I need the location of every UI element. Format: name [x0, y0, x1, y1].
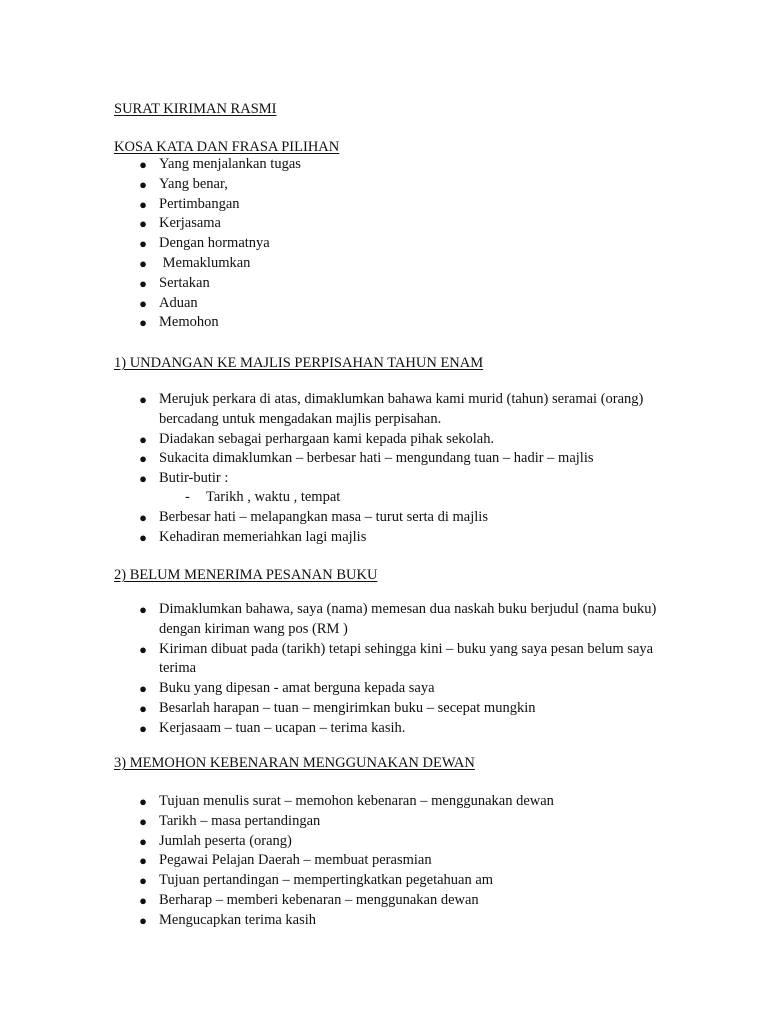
list-item — [138, 294, 678, 314]
bullet-icon: ● — [139, 295, 147, 311]
list-item-text: Yang menjalankan tugas — [159, 156, 301, 172]
list-item — [138, 600, 678, 640]
list-item — [138, 640, 678, 680]
list-item — [138, 234, 678, 254]
bullet-icon: ● — [139, 602, 147, 617]
list-item-text: Kehadiran memeriahkan lagi majlis — [159, 528, 367, 545]
vocab-heading: KOSA KATA DAN FRASA PILIHAN — [114, 139, 340, 155]
list-item — [138, 430, 678, 450]
bullet-icon: ● — [139, 176, 147, 192]
section2-heading: 2) BELUM MENERIMA PESANAN BUKU — [114, 567, 378, 583]
list-item — [138, 891, 678, 911]
bullet-icon: ● — [139, 681, 147, 697]
bullet-icon: ● — [139, 700, 147, 716]
bullet-icon: ● — [139, 853, 147, 869]
list-item — [138, 449, 678, 469]
list-item — [138, 871, 678, 891]
bullet-icon: ● — [139, 451, 147, 467]
list-item — [138, 313, 678, 333]
list-item-text: Pertimbangan — [159, 195, 240, 212]
vocab-list — [138, 155, 678, 333]
section1-heading: 1) UNDANGAN KE MAJLIS PERPISAHAN TAHUN ENAM — [114, 355, 484, 371]
list-item — [138, 832, 678, 852]
list-item — [138, 792, 678, 812]
list-item-text: Besarlah harapan – tuan – mengirimkan buku – secepat mungkin — [159, 699, 536, 716]
list-item — [138, 195, 678, 215]
bullet-icon: ● — [139, 510, 147, 525]
list-item-text: Memaklumkan — [159, 254, 251, 271]
list-item — [138, 390, 678, 430]
section1-list-continued — [138, 508, 678, 548]
list-item-text: Butir-butir : — [159, 470, 229, 487]
bullet-icon: ● — [139, 315, 147, 331]
list-item — [138, 528, 678, 548]
bullet-icon: ● — [139, 529, 147, 545]
bullet-icon: ● — [139, 813, 147, 829]
bullet-icon: ● — [139, 196, 147, 212]
list-item — [138, 214, 678, 234]
list-item-text: Kerjasama — [159, 215, 221, 232]
list-item-text: Sertakan — [159, 274, 210, 291]
list-item-text: Sukacita dimaklumkan – berbesar hati – mengundang tuan – hadir – majlis — [159, 450, 594, 467]
bullet-icon: ● — [139, 892, 147, 908]
list-item-text: Tujuan menulis surat – memohon kebenaran – menggunakan dewan — [159, 793, 554, 809]
list-item-text: Merujuk perkara di atas, dimaklumkan bahawa kami murid (tahun) seramai (orang) bercadang untuk mengadakan majlis perpisahan. — [159, 391, 644, 427]
bullet-icon: ● — [139, 236, 147, 252]
list-item — [138, 274, 678, 294]
section3-list — [138, 792, 678, 931]
list-item-text: Berharap – memberi kebenaran – menggunakan dewan — [159, 891, 479, 908]
bullet-icon: ● — [139, 431, 147, 447]
list-item-text: Memohon — [159, 314, 219, 331]
list-item — [138, 699, 678, 719]
document-title: SURAT KIRIMAN RASMI — [114, 101, 277, 117]
list-item — [138, 851, 678, 871]
bullet-icon: ● — [139, 794, 147, 809]
section2-list — [138, 600, 678, 739]
list-item — [138, 719, 678, 739]
bullet-icon: ● — [139, 471, 147, 487]
list-item — [138, 469, 678, 489]
bullet-icon: ● — [139, 720, 147, 736]
list-item — [138, 254, 678, 274]
list-item-text: Dimaklumkan bahawa, saya (nama) memesan dua naskah buku berjudul (nama buku) dengan kiriman wang pos (RM ) — [159, 601, 657, 637]
list-item — [138, 679, 678, 699]
list-item — [138, 175, 678, 195]
list-item-text: Dengan hormatnya — [159, 235, 270, 252]
list-item-text: Pegawai Pelajan Daerah – membuat perasmian — [159, 852, 432, 869]
bullet-icon: ● — [139, 275, 147, 291]
bullet-icon: ● — [139, 157, 147, 172]
list-item-text: Tujuan pertandingan – mempertingkatkan pegetahuan am — [159, 872, 494, 889]
bullet-icon: ● — [139, 641, 147, 657]
list-item-text: Tarikh – masa pertandingan — [159, 812, 321, 829]
list-item-text: Diadakan sebagai perhargaan kami kepada pihak sekolah. — [159, 430, 495, 447]
bullet-icon: ● — [139, 392, 147, 407]
bullet-icon: ● — [139, 873, 147, 889]
bullet-icon: ● — [139, 255, 147, 271]
list-item — [138, 812, 678, 832]
list-item-text: Buku yang dipesan - amat berguna kepada saya — [159, 680, 435, 697]
list-item-text: Kerjasaam – tuan – ucapan – terima kasih. — [159, 719, 406, 736]
dash-icon: - — [185, 489, 190, 505]
section3-heading: 3) MEMOHON KEBENARAN MENGGUNAKAN DEWAN — [114, 755, 475, 771]
bullet-icon: ● — [139, 833, 147, 849]
list-item-text: Jumlah peserta (orang) — [159, 832, 292, 849]
list-item — [138, 508, 678, 528]
bullet-icon: ● — [139, 912, 147, 928]
list-item-text: Aduan — [159, 294, 198, 311]
sub-list-item — [185, 488, 340, 508]
list-item-text: Berbesar hati – melapangkan masa – turut serta di majlis — [159, 509, 488, 525]
section1-list — [138, 390, 678, 489]
sub-list-item-text: Tarikh , waktu , tempat — [206, 489, 341, 505]
list-item — [138, 155, 678, 175]
list-item — [138, 911, 678, 931]
list-item-text: Yang benar, — [159, 175, 228, 192]
list-item-text: Kiriman dibuat pada (tarikh) tetapi sehingga kini – buku yang saya pesan belum saya terima — [159, 640, 654, 677]
list-item-text: Mengucapkan terima kasih — [159, 911, 317, 928]
bullet-icon: ● — [139, 216, 147, 232]
